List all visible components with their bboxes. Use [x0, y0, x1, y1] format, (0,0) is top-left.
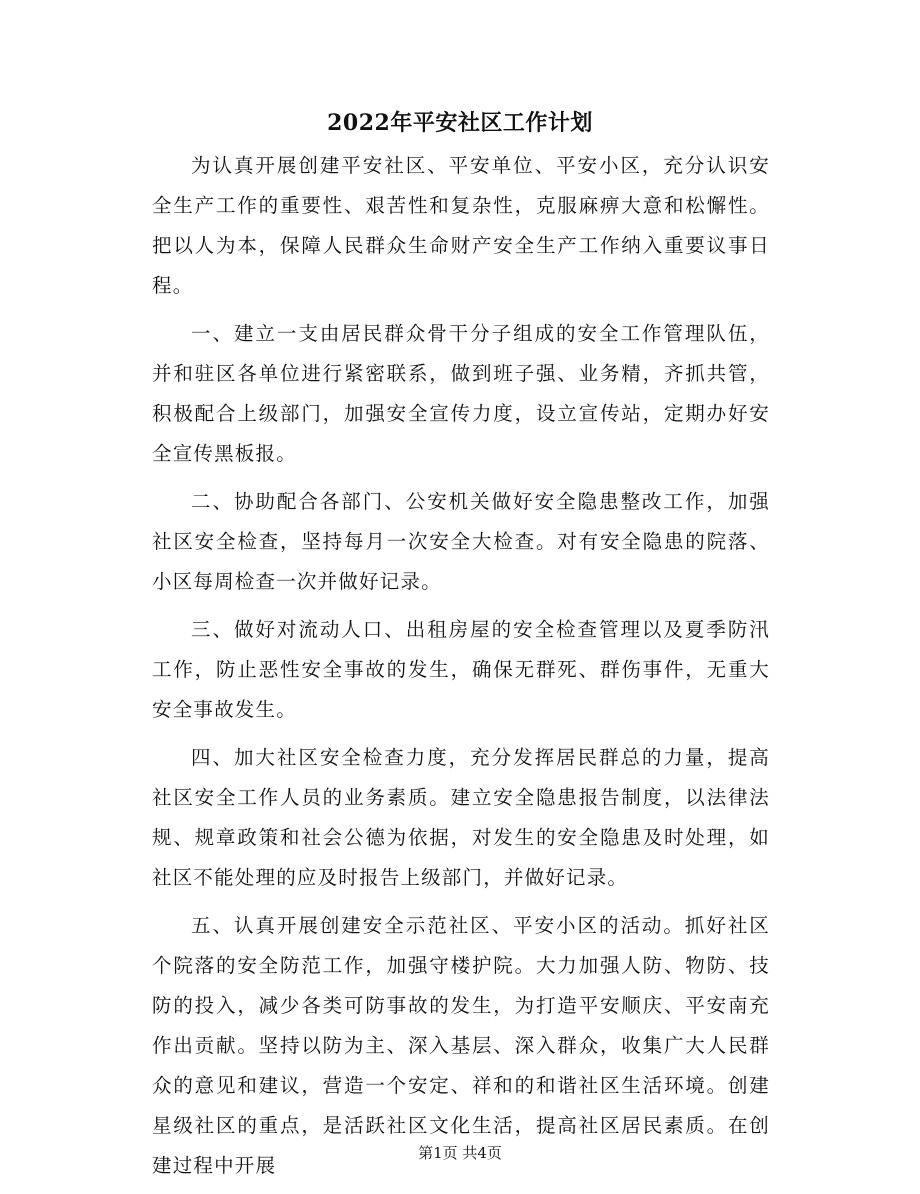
paragraph-section-2: 二、协助配合各部门、公安机关做好安全隐患整改工作，加强社区安全检查，坚持每月一次安全大检查。对有安全隐患的院落、小区每周检查一次并做好记录。 — [152, 490, 770, 593]
paragraph-section-5: 五、认真开展创建安全示范社区、平安小区的活动。抓好社区个院落的安全防范工作，加强守楼护院。大力加强人防、物防、技防的投入，减少各类可防事故的发生，为打造平安顺庆、平安南充作出贡献。坚持以防为主、深入基层、深入群众，收集广大人民群众的意见和建议，营造一个安定、祥和的和谐社区生活环境。创建星级社区的重点，是活跃社区文化生活，提高社区居民素质。在创建过程中开展 — [152, 914, 770, 1177]
document-body — [152, 146, 770, 1194]
paragraph-section-3: 三、做好对流动人口、出租房屋的安全检查管理以及夏季防汛工作，防止恶性安全事故的发生，确保无群死、群伤事件，无重大安全事故发生。 — [152, 618, 770, 721]
page-number-footer: 第1页 共4页 — [418, 1144, 502, 1162]
paragraph-intro: 为认真开展创建平安社区、平安单位、平安小区，充分认识安全生产工作的重要性、艰苦性和复杂性，克服麻痹大意和松懈性。把以人为本，保障人民群众生命财产安全生产工作纳入重要议事日程。 — [152, 154, 770, 297]
document-title: 2022年平安社区工作计划 — [327, 110, 593, 136]
paragraph-section-1: 一、建立一支由居民群众骨干分子组成的安全工作管理队伍，并和驻区各单位进行紧密联系，做到班子强、业务精，齐抓共管，积极配合上级部门，加强安全宣传力度，设立宣传站，定期办好安全宣传黑板报。 — [152, 322, 770, 465]
paragraph-section-4: 四、加大社区安全检查力度，充分发挥居民群总的力量，提高社区安全工作人员的业务素质。建立安全隐患报告制度，以法律法规、规章政策和社会公德为依据，对发生的安全隐患及时处理，如社区不能处理的应及时报告上级部门，并做好记录。 — [152, 746, 770, 889]
